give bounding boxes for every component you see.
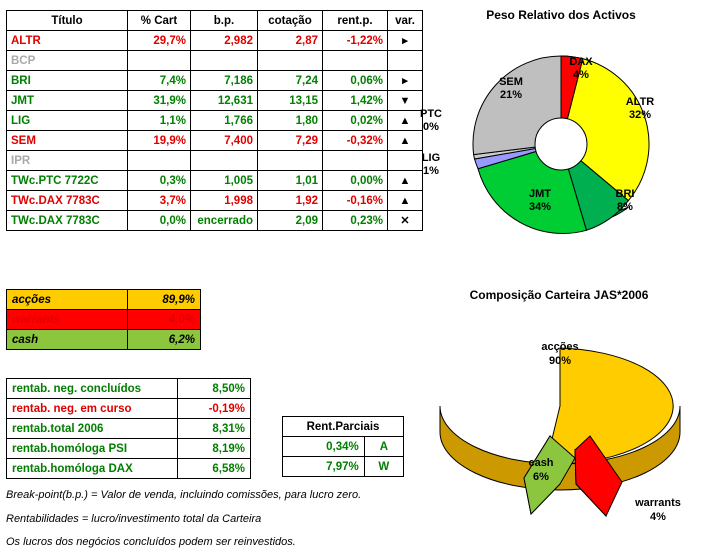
returns-table bbox=[6, 378, 251, 479]
table-header-row bbox=[283, 417, 404, 437]
footnote-lucros: Os lucros dos negócios concluídos podem ser reinvestidos. bbox=[6, 536, 296, 548]
footnote-breakpoint: Break-point(b.p.) = Valor de venda, incluindo comissões, para lucro zero. bbox=[6, 489, 362, 501]
footnote-rentabilidades: Rentabilidades = lucro/investimento total da Carteira bbox=[6, 513, 262, 525]
return-value: 6,58% bbox=[178, 459, 251, 479]
row-var-icon: ✕ bbox=[388, 211, 423, 231]
list-item bbox=[7, 310, 201, 330]
asset-weight-donut-chart bbox=[405, 8, 717, 256]
list-item bbox=[7, 379, 251, 399]
column-header-pct: % Cart bbox=[128, 11, 191, 31]
row-var-icon: ▲ bbox=[388, 131, 423, 151]
class-value: 4,0% bbox=[128, 310, 201, 330]
row-var-icon: ▸ bbox=[388, 71, 423, 91]
table-row bbox=[7, 111, 423, 131]
row-rent: 0,06% bbox=[323, 71, 388, 91]
donut-label-dax: DAX 4% bbox=[569, 56, 593, 81]
row-name: SEM bbox=[7, 131, 128, 151]
partial-code: W bbox=[364, 457, 403, 477]
row-cot: 13,15 bbox=[258, 91, 323, 111]
row-var-icon: ▲ bbox=[388, 191, 423, 211]
row-bp: 7,400 bbox=[191, 131, 258, 151]
return-label: rentab. neg. concluídos bbox=[7, 379, 178, 399]
class-label: cash bbox=[7, 330, 128, 350]
table-row bbox=[283, 457, 404, 477]
table-row bbox=[283, 437, 404, 457]
donut-label-lig: LIG 1% bbox=[421, 152, 441, 177]
donut-hole bbox=[535, 118, 587, 170]
row-cot: 7,24 bbox=[258, 71, 323, 91]
row-rent: -1,22% bbox=[323, 31, 388, 51]
table-row bbox=[7, 191, 423, 211]
pie-label-cash: cash 6% bbox=[528, 457, 554, 483]
class-value: 89,9% bbox=[128, 290, 201, 310]
row-pct: 29,7% bbox=[128, 31, 191, 51]
row-rent bbox=[323, 51, 388, 71]
return-value: 8,50% bbox=[178, 379, 251, 399]
row-bp: 1,766 bbox=[191, 111, 258, 131]
row-pct: 0,0% bbox=[128, 211, 191, 231]
row-pct: 1,1% bbox=[128, 111, 191, 131]
row-bp: 1,998 bbox=[191, 191, 258, 211]
return-value: -0,19% bbox=[178, 399, 251, 419]
donut-label-sem: SEM 21% bbox=[499, 76, 523, 101]
return-value: 8,19% bbox=[178, 439, 251, 459]
column-header-bp: b.p. bbox=[191, 11, 258, 31]
row-bp: 7,186 bbox=[191, 71, 258, 91]
list-item bbox=[7, 459, 251, 479]
row-var-icon: ▲ bbox=[388, 171, 423, 191]
row-cot: 1,92 bbox=[258, 191, 323, 211]
row-pct: 31,9% bbox=[128, 91, 191, 111]
row-bp: 2,982 bbox=[191, 31, 258, 51]
row-pct bbox=[128, 151, 191, 171]
donut-label-jmt: JMT 34% bbox=[528, 188, 552, 213]
return-label: rentab.homóloga PSI bbox=[7, 439, 178, 459]
list-item bbox=[7, 419, 251, 439]
portfolio-table bbox=[6, 10, 423, 231]
list-item bbox=[7, 439, 251, 459]
row-name: TWc.DAX 7783C bbox=[7, 211, 128, 231]
chart-title-asset-weight: Peso Relativo dos Activos bbox=[486, 8, 636, 22]
class-label: warrants bbox=[7, 310, 128, 330]
row-bp bbox=[191, 51, 258, 71]
column-header-var: var. bbox=[388, 11, 423, 31]
table-row bbox=[7, 31, 423, 51]
return-value: 8,31% bbox=[178, 419, 251, 439]
row-rent: 0,02% bbox=[323, 111, 388, 131]
donut-label-bri: BRI 8% bbox=[615, 188, 635, 213]
partial-value: 0,34% bbox=[283, 437, 365, 457]
row-cot bbox=[258, 151, 323, 171]
donut-label-ptc: PTC 0% bbox=[420, 108, 442, 133]
list-item bbox=[7, 399, 251, 419]
row-cot: 2,87 bbox=[258, 31, 323, 51]
asset-class-table bbox=[6, 289, 201, 350]
row-var-icon: ▲ bbox=[388, 111, 423, 131]
table-row bbox=[7, 71, 423, 91]
table-row bbox=[7, 171, 423, 191]
pie-label-accoes: acções 90% bbox=[541, 341, 579, 367]
table-row bbox=[7, 211, 423, 231]
return-label: rentab.total 2006 bbox=[7, 419, 178, 439]
row-name: TWc.PTC 7722C bbox=[7, 171, 128, 191]
row-bp: 12,631 bbox=[191, 91, 258, 111]
row-cot: 2,09 bbox=[258, 211, 323, 231]
column-header-rentp: rent.p. bbox=[323, 11, 388, 31]
row-bp bbox=[191, 151, 258, 171]
table-row bbox=[7, 131, 423, 151]
portfolio-composition-pie-chart bbox=[400, 288, 718, 546]
list-item bbox=[7, 330, 201, 350]
row-pct: 7,4% bbox=[128, 71, 191, 91]
row-cot: 1,01 bbox=[258, 171, 323, 191]
row-bp: encerrado bbox=[191, 211, 258, 231]
pie-label-warrants: warrants 4% bbox=[635, 497, 681, 523]
row-var-icon: ▸ bbox=[388, 31, 423, 51]
row-pct bbox=[128, 51, 191, 71]
row-bp: 1,005 bbox=[191, 171, 258, 191]
row-name: ALTR bbox=[7, 31, 128, 51]
list-item bbox=[7, 290, 201, 310]
row-pct: 0,3% bbox=[128, 171, 191, 191]
row-name: JMT bbox=[7, 91, 128, 111]
return-label: rentab.homóloga DAX bbox=[7, 459, 178, 479]
table-header-row bbox=[7, 11, 423, 31]
column-header-titulo: Título bbox=[7, 11, 128, 31]
partial-code: A bbox=[364, 437, 403, 457]
partial-returns-header: Rent.Parciais bbox=[283, 417, 404, 437]
row-name: BCP bbox=[7, 51, 128, 71]
donut-label-altr: ALTR 32% bbox=[625, 96, 655, 121]
row-name: BRI bbox=[7, 71, 128, 91]
row-pct: 3,7% bbox=[128, 191, 191, 211]
class-label: acções bbox=[7, 290, 128, 310]
class-value: 6,2% bbox=[128, 330, 201, 350]
column-header-cotacao: cotação bbox=[258, 11, 323, 31]
row-name: LIG bbox=[7, 111, 128, 131]
return-label: rentab. neg. em curso bbox=[7, 399, 178, 419]
row-var-icon: ▼ bbox=[388, 91, 423, 111]
row-pct: 19,9% bbox=[128, 131, 191, 151]
row-cot bbox=[258, 51, 323, 71]
row-rent bbox=[323, 151, 388, 171]
row-name: IPR bbox=[7, 151, 128, 171]
row-rent: 1,42% bbox=[323, 91, 388, 111]
row-cot: 7,29 bbox=[258, 131, 323, 151]
table-row bbox=[7, 151, 423, 171]
table-row bbox=[7, 91, 423, 111]
table-row bbox=[7, 51, 423, 71]
chart-title-composition: Composição Carteira JAS*2006 bbox=[469, 288, 649, 302]
row-rent: 0,23% bbox=[323, 211, 388, 231]
row-rent: -0,32% bbox=[323, 131, 388, 151]
row-rent: 0,00% bbox=[323, 171, 388, 191]
row-name: TWc.DAX 7783C bbox=[7, 191, 128, 211]
partial-returns-table bbox=[282, 416, 404, 477]
row-rent: -0,16% bbox=[323, 191, 388, 211]
row-cot: 1,80 bbox=[258, 111, 323, 131]
partial-value: 7,97% bbox=[283, 457, 365, 477]
